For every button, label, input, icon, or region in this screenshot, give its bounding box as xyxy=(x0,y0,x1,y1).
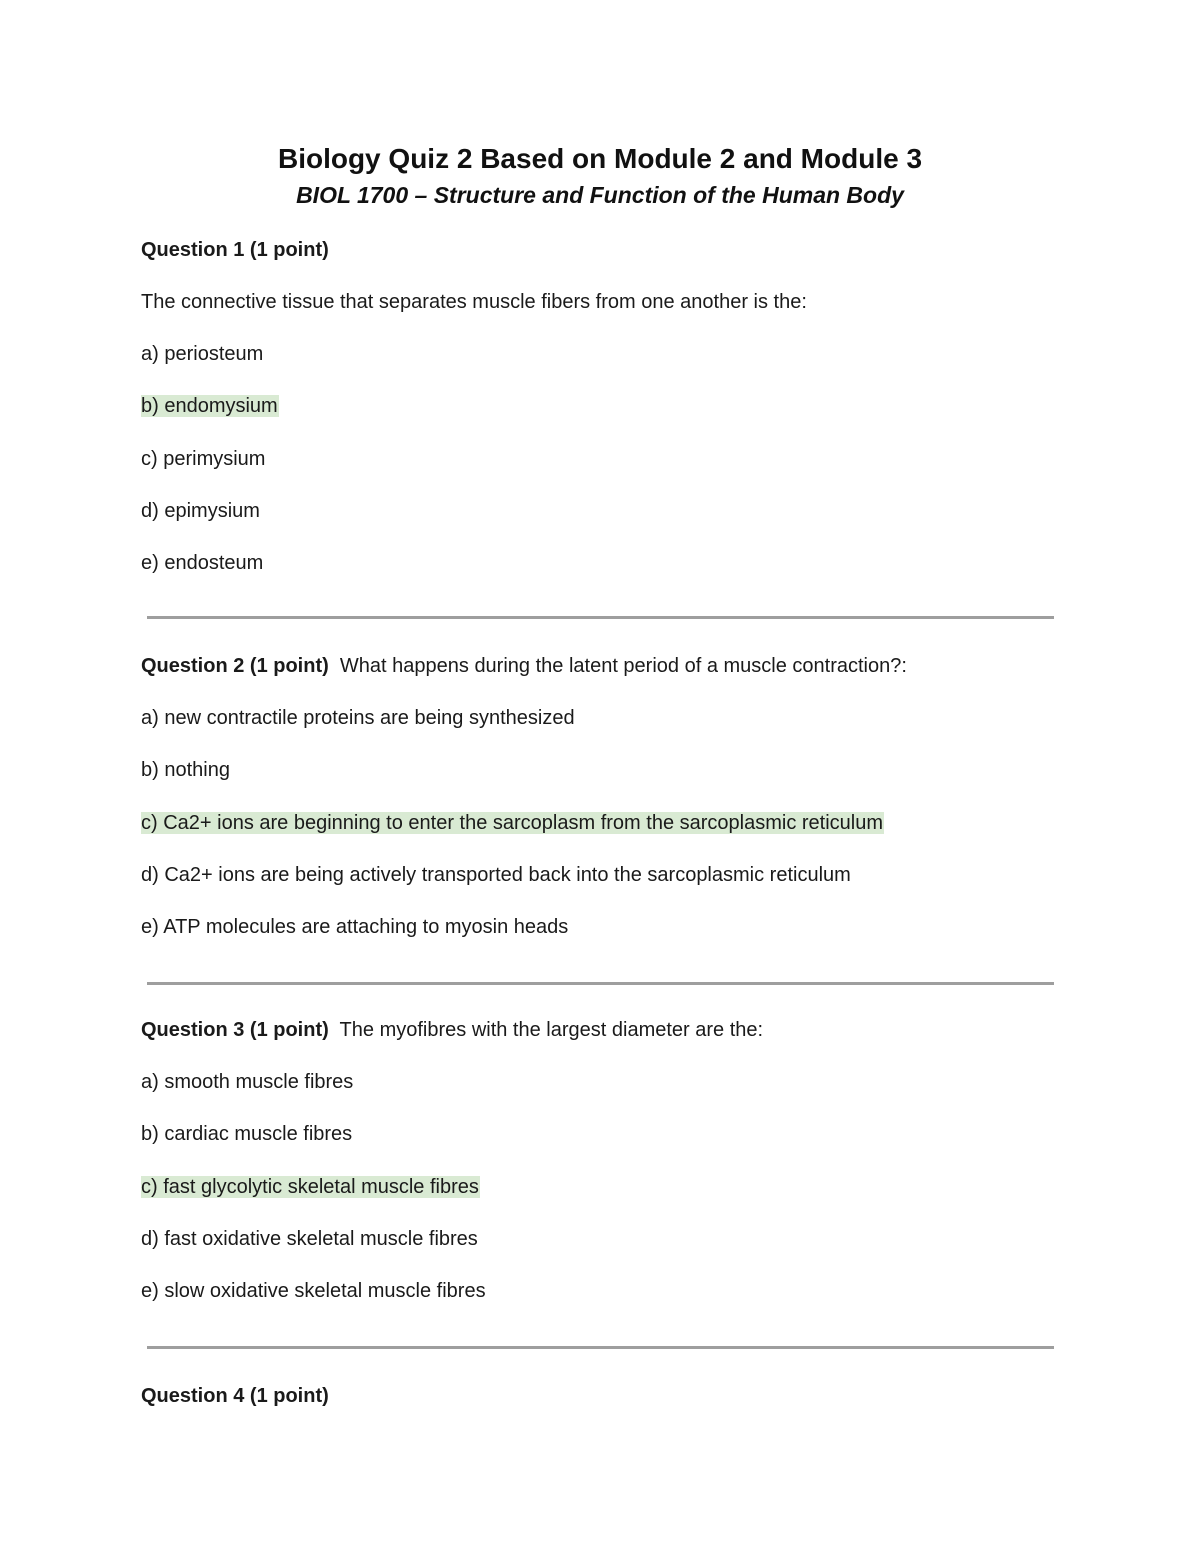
question-2-option-e: e) ATP molecules are attaching to myosin heads xyxy=(141,916,569,938)
question-2-option-c-correct xyxy=(141,810,884,836)
question-3-option-e: e) slow oxidative skeletal muscle fibres xyxy=(141,1280,486,1302)
question-2-option-a: a) new contractile proteins are being synthesized xyxy=(141,707,575,729)
question-1-heading: Question 1 (1 point) xyxy=(141,239,329,261)
question-3-option-a: a) smooth muscle fibres xyxy=(141,1071,354,1093)
question-1-option-e: e) endosteum xyxy=(141,552,264,574)
answer-highlight: c) fast glycolytic skeletal muscle fibres xyxy=(141,1176,479,1198)
question-1-option-c: c) perimysium xyxy=(141,448,266,470)
page-subtitle: BIOL 1700 – Structure and Function of the Human Body xyxy=(296,182,904,208)
question-3-option-c-correct xyxy=(141,1174,480,1200)
question-2-heading: Question 2 (1 point) xyxy=(141,655,329,677)
question-3-option-b: b) cardiac muscle fibres xyxy=(141,1123,353,1145)
question-4-heading: Question 4 (1 point) xyxy=(141,1385,329,1407)
question-1-option-d: d) epimysium xyxy=(141,500,260,522)
page-title: Biology Quiz 2 Based on Module 2 and Module 3 xyxy=(277,143,923,174)
question-1-option-b-correct xyxy=(141,393,279,419)
question-1-text: The connective tissue that separates muscle fibers from one another is the: xyxy=(141,291,807,313)
section-divider xyxy=(147,1346,1054,1349)
question-3-option-d: d) fast oxidative skeletal muscle fibres xyxy=(141,1228,478,1250)
question-3-line xyxy=(141,1017,763,1043)
question-3-text: The myofibres with the largest diameter are the: xyxy=(339,1019,764,1041)
section-divider xyxy=(147,982,1054,985)
section-divider xyxy=(147,616,1054,619)
question-2-text: What happens during the latent period of a muscle contraction?: xyxy=(339,655,907,677)
answer-highlight: b) endomysium xyxy=(141,395,278,417)
answer-highlight: c) Ca2+ ions are beginning to enter the sarcoplasm from the sarcoplasmic reticulum xyxy=(141,812,884,834)
question-1-option-a: a) periosteum xyxy=(141,343,264,365)
question-2-option-d: d) Ca2+ ions are being actively transported back into the sarcoplasmic reticulum xyxy=(141,864,851,886)
question-2-line xyxy=(141,653,907,679)
question-3-heading: Question 3 (1 point) xyxy=(141,1019,329,1041)
question-2-option-b: b) nothing xyxy=(141,759,230,781)
